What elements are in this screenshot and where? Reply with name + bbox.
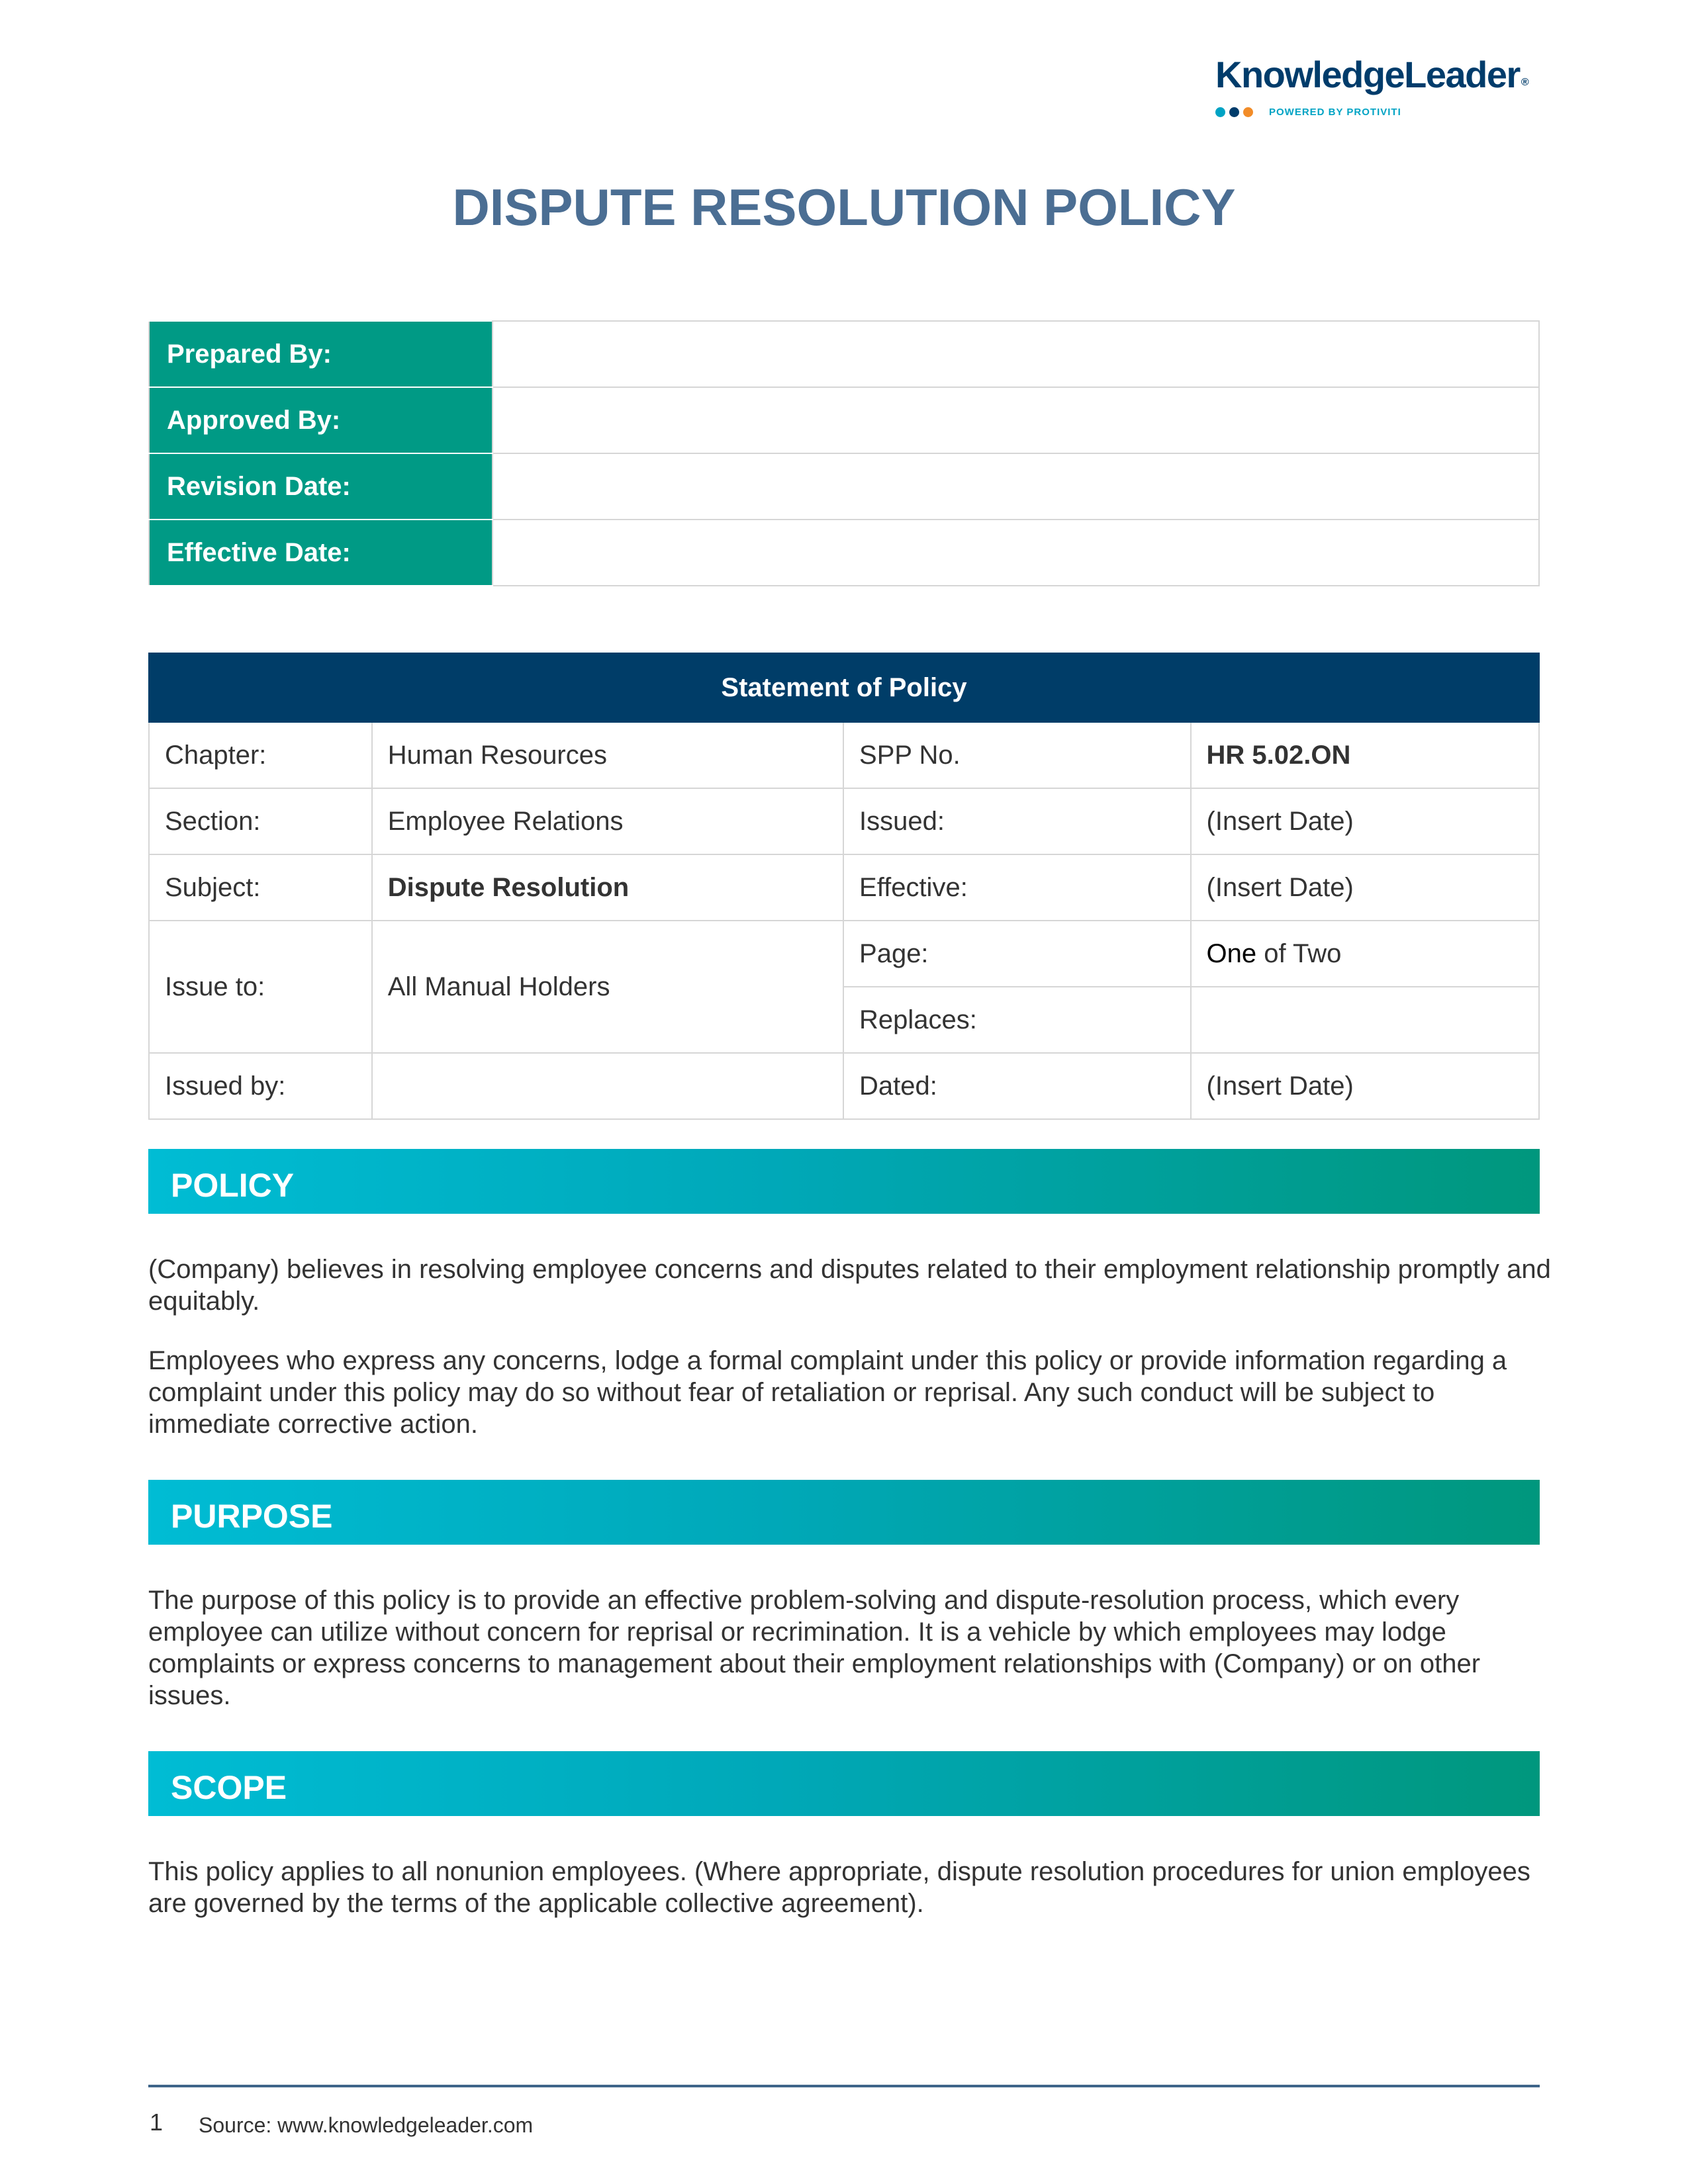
issued-value: (Insert Date) (1191, 788, 1539, 854)
footer-divider (148, 2085, 1540, 2087)
section-label: Section: (149, 788, 372, 854)
statement-of-policy-table (148, 653, 1540, 1120)
chapter-label: Chapter: (149, 722, 372, 788)
effective-date-label: Effective Date: (149, 520, 492, 586)
page-label: Page: (843, 921, 1191, 987)
table-row (149, 722, 1539, 788)
table-row (149, 854, 1539, 921)
meta-row (149, 321, 1539, 387)
logo-wordmark: KnowledgeLeader (1215, 54, 1520, 95)
dated-label: Dated: (843, 1053, 1191, 1119)
issued-label: Issued: (843, 788, 1191, 854)
issue-to-value: All Manual Holders (372, 921, 843, 1053)
document-title: DISPUTE RESOLUTION POLICY (452, 178, 1236, 236)
prepared-by-value[interactable] (492, 321, 1539, 387)
page-total: of Two (1256, 938, 1342, 968)
spp-value: HR 5.02.ON (1191, 722, 1539, 788)
meta-row (149, 520, 1539, 586)
meta-row (149, 387, 1539, 453)
chapter-value: Human Resources (372, 722, 843, 788)
section-value: Employee Relations (372, 788, 843, 854)
footer-source: Source: www.knowledgeleader.com (199, 2113, 534, 2137)
scope-section-heading: SCOPE (148, 1751, 1540, 1816)
replaces-label: Replaces: (843, 987, 1191, 1053)
subject-label: Subject: (149, 854, 372, 921)
logo-tagline: POWERED BY PROTIVITI (1269, 106, 1401, 118)
prepared-by-label: Prepared By: (149, 321, 492, 387)
page-value (1191, 921, 1539, 987)
issue-to-label: Issue to: (149, 921, 372, 1053)
policy-paragraph-1: (Company) believes in resolving employee concerns and disputes related to their employment relationship promptly and equitably. (148, 1255, 1551, 1316)
spp-label: SPP No. (843, 722, 1191, 788)
meta-row (149, 453, 1539, 520)
table-row (149, 1053, 1539, 1119)
registered-mark: ® (1521, 77, 1528, 88)
dated-value: (Insert Date) (1191, 1053, 1539, 1119)
policy-paragraph-2: Employees who express any concerns, lodge a formal complaint under this policy or provide information regarding a complaint under this policy may do so without fear of retaliation or reprisal. Any such conduct will be subject to immediate corrective action. (148, 1346, 1507, 1439)
logo-dot-icon (1215, 107, 1225, 117)
table-row (149, 788, 1539, 854)
logo-dot-icon (1229, 107, 1239, 117)
logo-dot-icon (1243, 107, 1253, 117)
effective-date-value[interactable] (492, 520, 1539, 586)
revision-date-value[interactable] (492, 453, 1539, 520)
document-meta-table (148, 320, 1540, 586)
approved-by-value[interactable] (492, 387, 1539, 453)
approved-by-label: Approved By: (149, 387, 492, 453)
knowledgeleader-logo (1215, 52, 1540, 131)
policy-section-heading: POLICY (148, 1149, 1540, 1214)
page-number: 1 (150, 2109, 164, 2136)
subject-value: Dispute Resolution (372, 854, 843, 921)
revision-date-label: Revision Date: (149, 453, 492, 520)
scope-paragraph: This policy applies to all nonunion employees. (Where appropriate, dispute resolution procedures for union employees are governed by the terms of the applicable collective agreement). (148, 1857, 1530, 1918)
purpose-paragraph: The purpose of this policy is to provide an effective problem-solving and dispute-resolution process, which every employee can utilize without concern for reprisal or recrimination. It is a vehicle by which employees may lodge complaints or express concerns to management about their employment relationships with (Company) or on other issues. (148, 1586, 1481, 1710)
purpose-section-heading: PURPOSE (148, 1480, 1540, 1545)
table-row (149, 921, 1539, 987)
effective-value: (Insert Date) (1191, 854, 1539, 921)
issued-by-label: Issued by: (149, 1053, 372, 1119)
statement-header: Statement of Policy (149, 653, 1539, 722)
page-current: One (1206, 938, 1257, 968)
issued-by-value (372, 1053, 843, 1119)
replaces-value (1191, 987, 1539, 1053)
effective-label: Effective: (843, 854, 1191, 921)
